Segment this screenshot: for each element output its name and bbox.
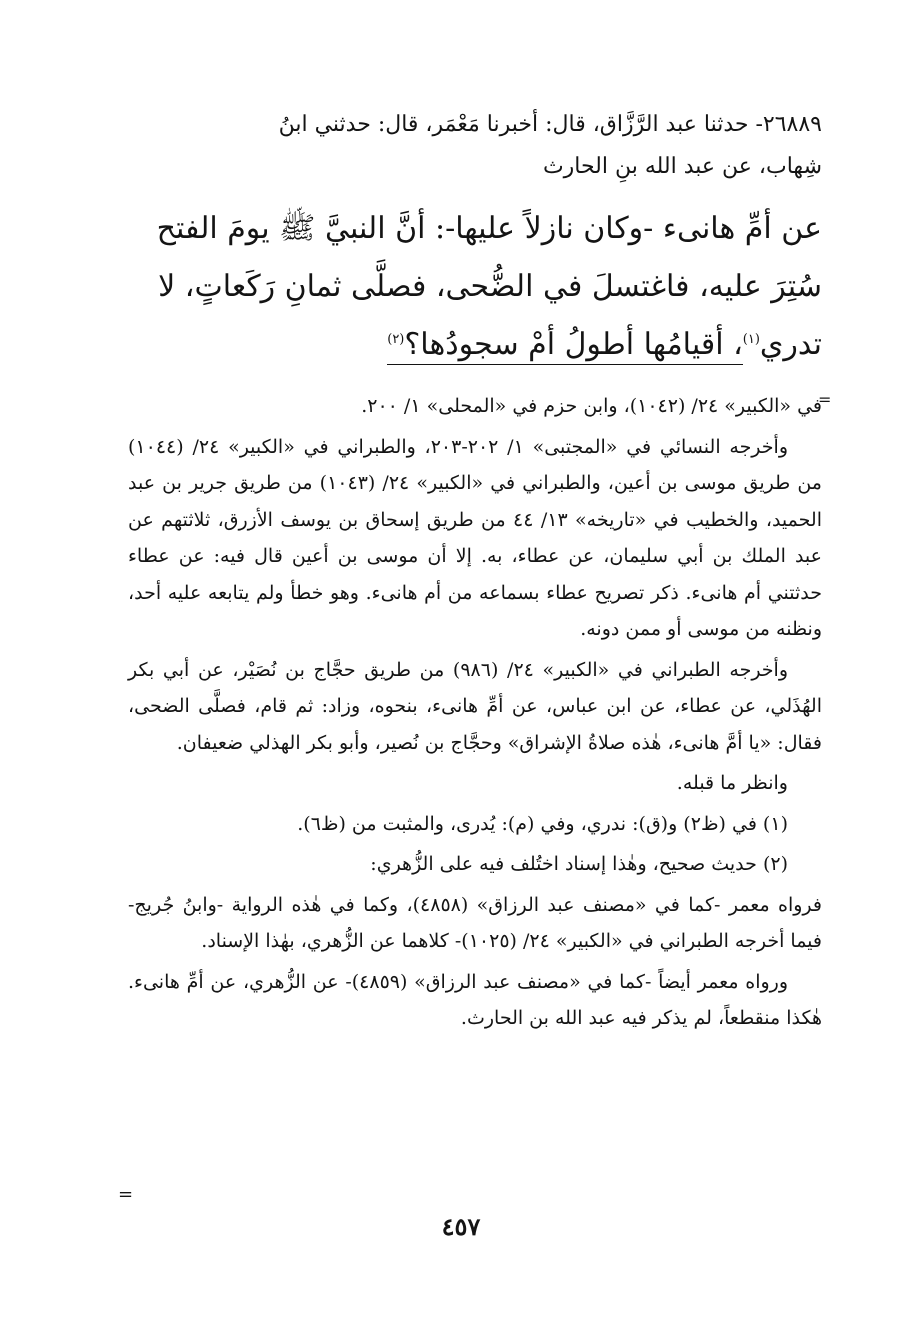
matn-line-2: سُتِرَ عليه، فاغتسلَ في الضُّحى، فصلَّى ثمانِ رَكَعاتٍ، لا [158, 269, 822, 304]
matn-line-3-underlined [387, 327, 743, 365]
footnote-ref-1: (١) [742, 332, 760, 347]
footnote-ref-2: (٢) [387, 332, 405, 347]
footnote-paragraph-2: وأخرجه النسائي في «المجتبى» ١/ ٢٠٢-٢٠٣، والطبراني في «الكبير» ٢٤/ (١٠٤٤) من طريق موسى بن أعين، والطبراني في «الكبير» ٢٤/ (١٠٤٣) من طريق جرير بن عبد الحميد، والخطيب في «تاريخه» ١٣/ ٤٤ من طريق إسحاق بن يوسف الأزرق، ثلاثتهم عن عبد الملك بن أبي سليمان، عن عطاء، به. إلا أن موسى بن أعين قال فيه: عن عطاء حدثتني أم هانىء. ذكر تصريح عطاء بسماعه من أم هانىء. وهو خطأ ولم يتابعه عليه أحد، ونظنه من موسى أو ممن دونه. [128, 435, 822, 640]
footnotes-section [128, 388, 822, 1041]
matn-line-3 [128, 316, 822, 374]
matn-line-3-start: تدري [759, 327, 822, 362]
footnote-paragraph-4: وانظر ما قبله. [676, 772, 788, 794]
footnote-paragraph-6: ورواه معمر أيضاً -كما في «مصنف عبد الرزاق» (٤٨٥٩)- عن الزُّهري، عن أمِّ هانىء. هٰكذا منقطعاً، لم يذكر فيه عبد الله بن الحارث. [128, 970, 822, 1029]
footnote-paragraph-1: في «الكبير» ٢٤/ (١٠٤٢)، وابن حزم في «المحلى» ١/ ٢٠٠. [361, 395, 822, 417]
page-number: ٤٥٧ [441, 1212, 481, 1241]
continuation-mark-top: = [818, 390, 832, 409]
footnote-note-2: (٢) حديث صحيح، وهٰذا إسناد اختُلف فيه على الزُّهري: [370, 853, 788, 875]
matn-line-1: عن أمِّ هانىء -وكان نازلاً عليها-: أنَّ النبيَّ ﷺ يومَ الفتح [156, 211, 822, 246]
matn-underlined-text: ، أقيامُها أطولُ أمْ سجودُها؟ [404, 327, 743, 362]
footnote-paragraph-5: فرواه معمر -كما في «مصنف عبد الرزاق» (٤٨٥٨)، وكما في هٰذه الرواية -وابنُ جُريج- فيما أخرجه الطبراني في «الكبير» ٢٤/ (١٠٢٥)- كلاهما عن الزُّهري، بهٰذا الإسناد. [128, 893, 823, 952]
isnad-line-1: ٢٦٨٨٩- حدثنا عبد الرَّزَّاق، قال: أخبرنا مَعْمَر، قال: حدثني ابنُ [278, 112, 822, 137]
hadith-isnad [128, 104, 822, 188]
hadith-matn [128, 200, 822, 374]
footnote-note-1: (١) في (ظ٢) و(ق): ندري، وفي (م): يُدرى، والمثبت من (ظ٦). [297, 812, 788, 835]
continuation-mark-bottom: = [118, 1184, 134, 1205]
isnad-line-2: شِهاب، عن عبد الله بنِ الحارث [542, 154, 822, 179]
footnote-paragraph-3: وأخرجه الطبراني في «الكبير» ٢٤/ (٩٨٦) من طريق حجَّاج بن نُصَيْر، عن أبي بكر الهُذَلي، عن عطاء، عن ابن عباس، عن أمِّ هانىء، بنحوه، وزاد: ثم قام، فصلَّى الضحى، فقال: «يا أمَّ هانىء، هٰذه صلاةُ الإشراق» وحجَّاج بن نُصير، وأبو بكر الهذلي ضعيفان. [128, 658, 822, 754]
